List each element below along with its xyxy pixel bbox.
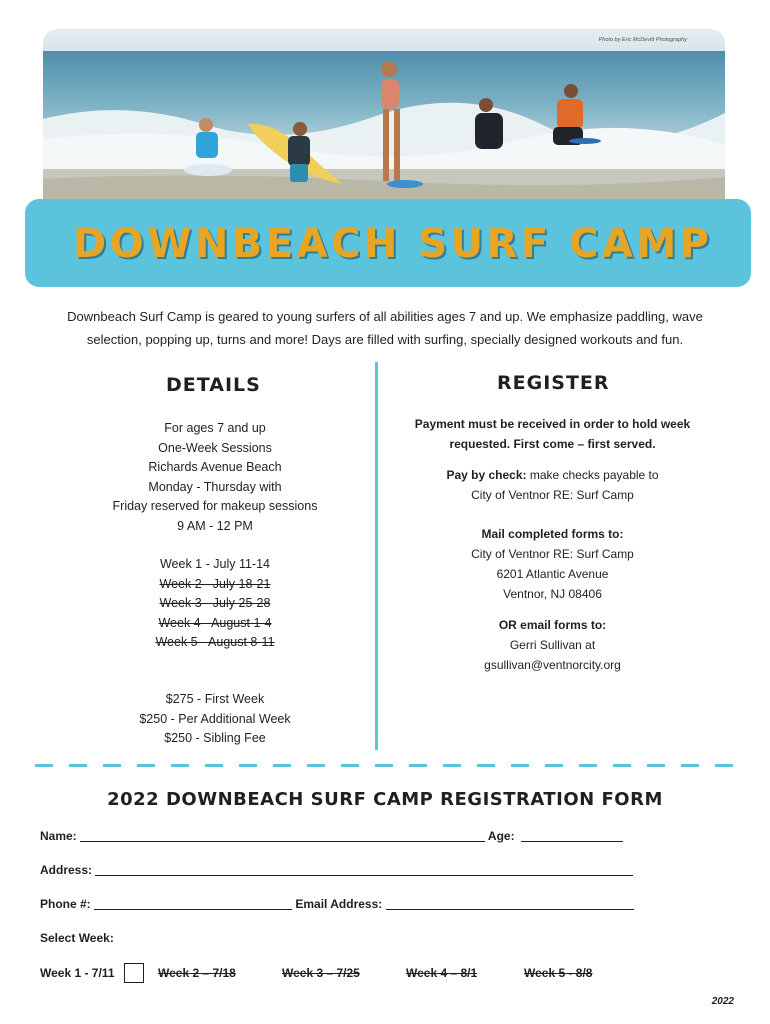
contact-row bbox=[40, 897, 634, 911]
address-row bbox=[40, 863, 633, 877]
check-payee: City of Ventnor RE: Surf Camp bbox=[471, 488, 634, 502]
name-label: Name: bbox=[40, 829, 77, 843]
email-heading: OR email forms to: bbox=[498, 618, 607, 632]
details-heading: DETAILS bbox=[166, 374, 261, 396]
detail-line: Richards Avenue Beach bbox=[148, 460, 282, 474]
price-line: $275 - First Week bbox=[165, 692, 265, 706]
email-field[interactable] bbox=[386, 898, 634, 910]
phone-field[interactable] bbox=[94, 898, 292, 910]
intro-line-1: Downbeach Surf Camp is geared to young surfers of all abilities ages 7 and up. We emphasize paddling, wave bbox=[67, 309, 703, 324]
week-option-3: Week 3 – 7/25 bbox=[282, 966, 360, 980]
week-item-cancelled: Week 4 - August 1-4 bbox=[158, 615, 272, 630]
age-label: Age: bbox=[487, 829, 515, 843]
week-item-cancelled: Week 3 - July 25-28 bbox=[159, 596, 271, 610]
week-item-cancelled: Week 5 - August 8-11 bbox=[155, 635, 275, 649]
hero-photo bbox=[43, 29, 725, 211]
week-schedule bbox=[60, 555, 370, 653]
mail-info bbox=[395, 524, 710, 604]
phone-label: Phone #: bbox=[40, 897, 91, 911]
week-option-5: Week 5 - 8/8 bbox=[524, 966, 593, 980]
check-text: make checks payable to bbox=[526, 468, 659, 482]
week-option-1: Week 1 - 7/11 bbox=[40, 966, 115, 980]
surfers-illustration bbox=[43, 29, 725, 211]
email-info bbox=[395, 615, 710, 675]
payment-notice bbox=[395, 414, 710, 454]
check-info bbox=[395, 465, 710, 505]
detail-line: Monday - Thursday with bbox=[148, 479, 282, 494]
intro-text bbox=[40, 305, 730, 351]
detail-line: Friday reserved for makeup sessions bbox=[112, 499, 318, 513]
column-divider bbox=[375, 362, 378, 750]
payment-line-1: Payment must be received in order to hold week bbox=[414, 417, 691, 431]
mail-heading: Mail completed forms to: bbox=[481, 527, 624, 541]
detail-line: 9 AM - 12 PM bbox=[177, 518, 253, 533]
register-heading: REGISTER bbox=[497, 372, 610, 394]
week-option-4: Week 4 – 8/1 bbox=[406, 966, 478, 980]
mail-line: City of Ventnor RE: Surf Camp bbox=[471, 547, 634, 561]
title-banner bbox=[25, 199, 751, 287]
price-line: $250 - Sibling Fee bbox=[164, 731, 266, 745]
mail-line: 6201 Atlantic Avenue bbox=[496, 567, 609, 581]
week-item-cancelled: Week 2 - July 18-21 bbox=[159, 576, 271, 591]
email-label: Email Address: bbox=[295, 897, 383, 911]
check-label: Pay by check: bbox=[446, 468, 527, 482]
email-name: Gerri Sullivan at bbox=[509, 638, 596, 652]
name-field[interactable] bbox=[80, 830, 485, 842]
select-week-label: Select Week: bbox=[40, 931, 114, 945]
week-option-2: Week 2 – 7/18 bbox=[158, 966, 236, 980]
week-item: Week 1 - July 11-14 bbox=[159, 557, 270, 571]
form-title: 2022 DOWNBEACH SURF CAMP REGISTRATION FORM bbox=[107, 789, 663, 810]
mail-line: Ventnor, NJ 08406 bbox=[503, 587, 602, 601]
detail-line: For ages 7 and up bbox=[164, 421, 266, 435]
footer-year: 2022 bbox=[711, 996, 734, 1007]
address-field[interactable] bbox=[95, 864, 633, 876]
cut-line bbox=[35, 764, 745, 767]
address-label: Address: bbox=[40, 863, 93, 877]
week-1-checkbox[interactable] bbox=[124, 963, 144, 983]
camp-title: DOWNBEACH SURF CAMP bbox=[73, 221, 713, 267]
photo-credit: Photo by Eric McDevitt Photography bbox=[598, 37, 687, 43]
email-address[interactable]: gsullivan@ventnorcity.org bbox=[484, 658, 621, 672]
age-field[interactable] bbox=[521, 830, 623, 842]
price-line: $250 - Per Additional Week bbox=[139, 711, 291, 726]
intro-line-2: selection, popping up, turns and more! Days are filled with surfing, specially designed workouts and fun. bbox=[86, 332, 684, 347]
payment-line-2: requested. First come – first served. bbox=[449, 437, 656, 451]
detail-line: One-Week Sessions bbox=[158, 440, 272, 455]
pricing bbox=[60, 690, 370, 749]
details-info bbox=[60, 419, 370, 536]
name-row bbox=[40, 829, 623, 843]
